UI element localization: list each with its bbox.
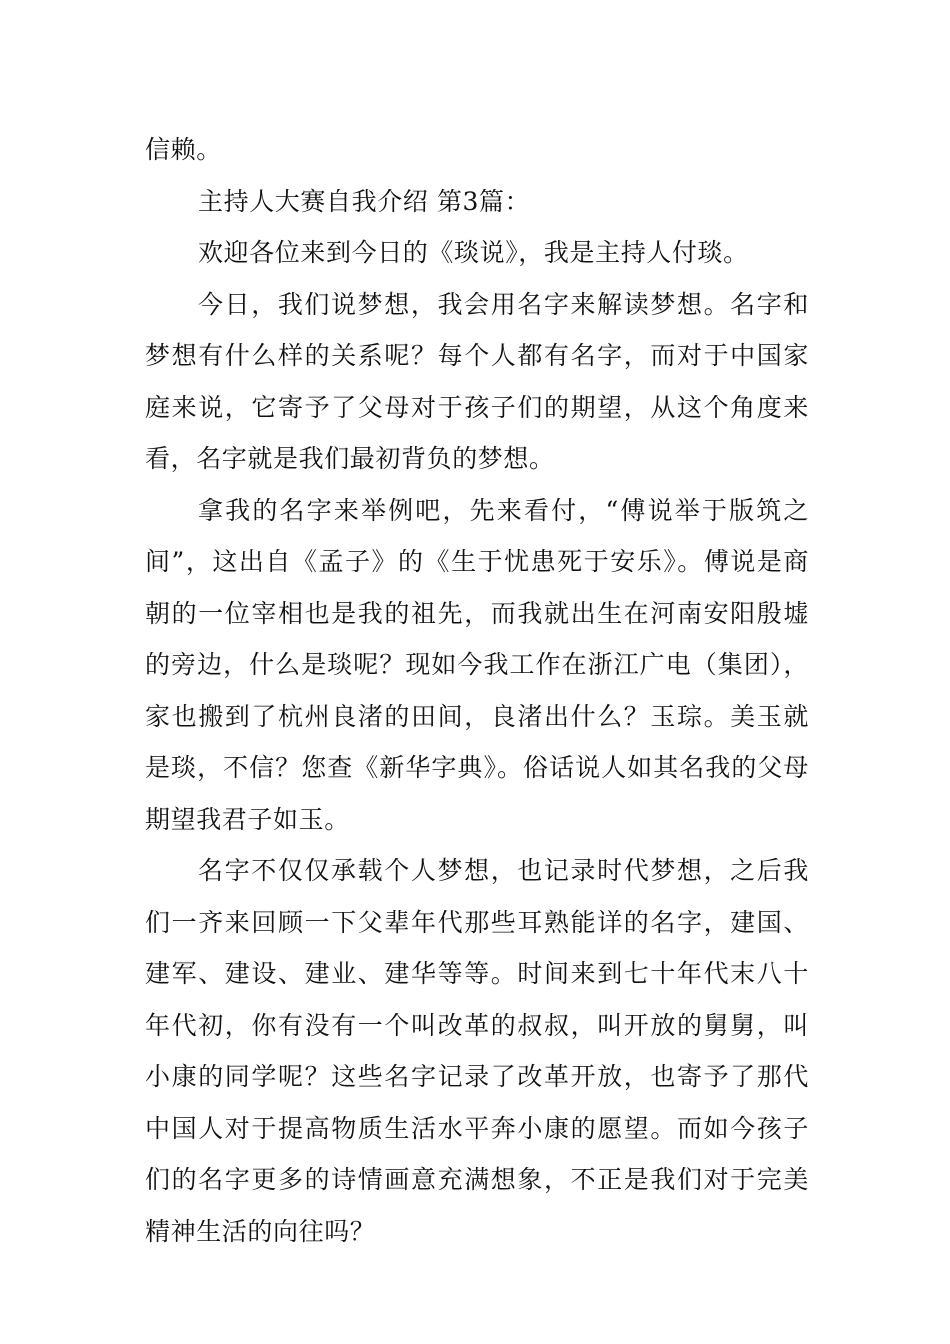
paragraph-1: 信赖。 (145, 135, 222, 164)
document-body (145, 124, 809, 1257)
section-heading: 主持人大赛自我介绍 第3篇： (198, 186, 531, 216)
paragraph-5: 拿我的名字来举例吧，先来看付，“傅说举于版筑之间”，这出自《孟子》的《生于忧患死于安乐》。傅说是商朝的一位宰相也是我的祖先，而我就出生在河南安阳殷墟的旁边，什么是琰呢？现如今我工作在浙江广电（集团），家也搬到了杭州良渚的田间，良渚出什么？玉琮。美玉就是琰，不信？您查《新华字典》。俗话说人如其名我的父母期望我君子如玉。 (145, 495, 809, 834)
paragraph-6: 名字不仅仅承载个人梦想，也记录时代梦想，之后我们一齐来回顾一下父辈年代那些耳熟能详的名字，建国、建军、建设、建业、建华等等。时间来到七十年代末八十年代初，你有没有一个叫改革的叔叔，叫开放的舅舅，叫小康的同学呢？这些名字记录了改革开放，也寄予了那代中国人对于提高物质生活水平奔小康的愿望。而如今孩子们的名字更多的诗情画意充满想象，不正是我们对于完美精神生活的向往吗？ (145, 856, 809, 1246)
paragraph-4: 今日，我们说梦想，我会用名字来解读梦想。名字和梦想有什么样的关系呢？每个人都有名字，而对于中国家庭来说，它寄予了父母对于孩子们的期望，从这个角度来看，名字就是我们最初背负的梦想。 (145, 289, 809, 473)
paragraph-3: 欢迎各位来到今日的《琰说》，我是主持人付琰。 (198, 238, 749, 267)
